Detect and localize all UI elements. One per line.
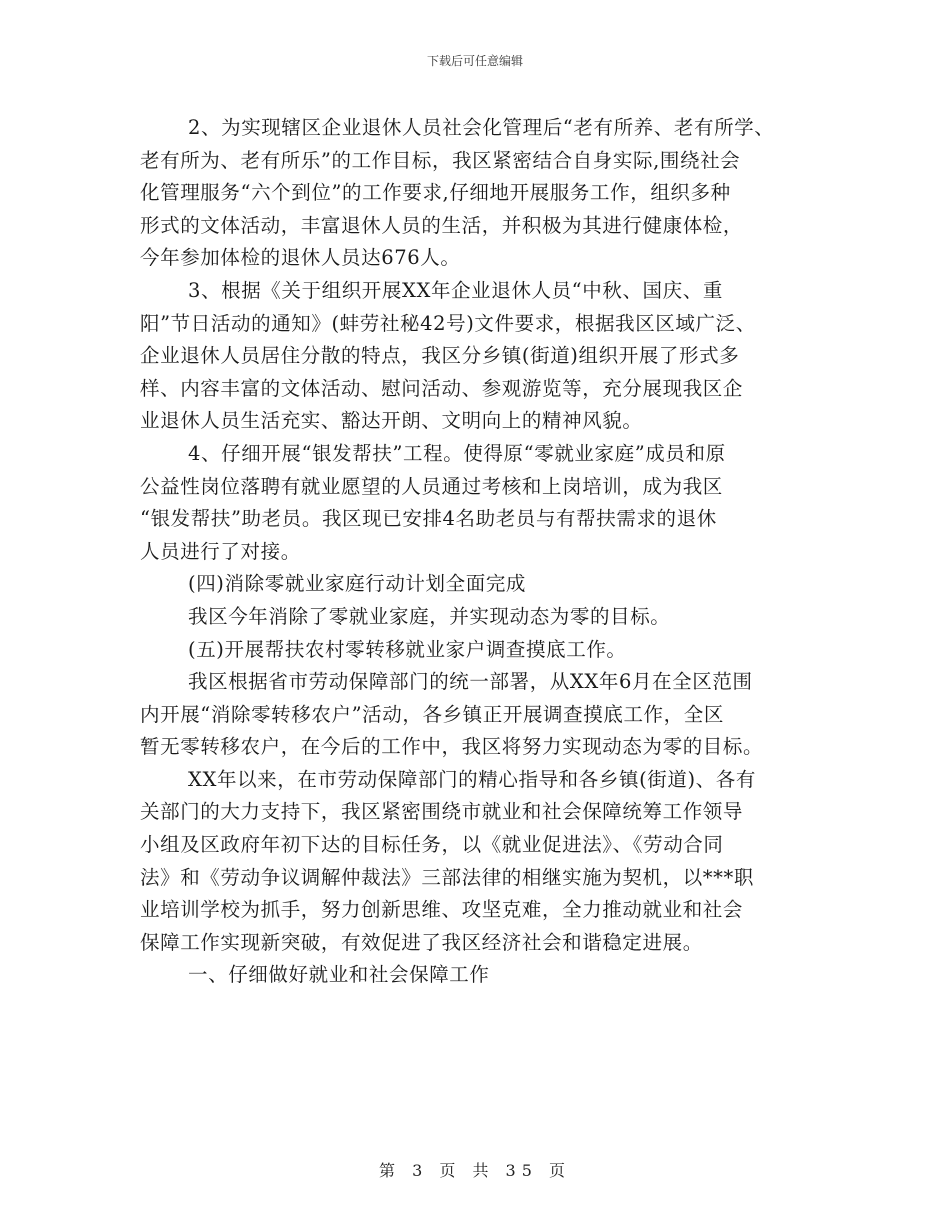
paragraph-line: 老有所为、老有所乐”的工作目标，我区紧密结合自身实际,围绕社会 — [140, 148, 741, 172]
paragraph-line: 人员进行了对接。 — [140, 539, 301, 563]
paragraph-line: 企业退休人员居住分散的特点，我区分乡镇(街道)组织开展了形式多 — [140, 344, 740, 368]
paragraph-line: 2、为实现辖区企业退休人员社会化管理后“老有所养、老有所学、 — [188, 116, 775, 139]
paragraph-line: 业培训学校为抓手，努力创新思维、攻坚克难，全力推动就业和社会 — [140, 898, 744, 922]
paragraph-line: 阳”节日活动的通知》(蚌劳社秘42号)文件要求，根据我区区域广泛、 — [140, 311, 756, 335]
paragraph-line: 保障工作实现新突破，有效促进了我区经济社会和谐稳定进展。 — [140, 930, 703, 954]
paragraph-line: 业退休人员生活充实、豁达开朗、文明向上的精神风貌。 — [140, 409, 643, 433]
paragraph-line: 公益性岗位落聘有就业愿望的人员通过考核和上岗培训，成为我区 — [140, 474, 723, 498]
paragraph-line: 3、根据《关于组织开展XX年企业退休人员“中秋、国庆、重 — [188, 278, 723, 302]
paragraph-line: 关部门的大力支持下，我区紧密围绕市就业和社会保障统筹工作领导 — [140, 800, 744, 824]
paragraph-line: 暂无零转移农户，在今后的工作中，我区将努力实现动态为零的目标。 — [140, 735, 764, 759]
paragraph-line: XX年以来，在市劳动保障部门的精心指导和各乡镇(街道)、各有 — [188, 767, 756, 791]
section-heading: (四)消除零就业家庭行动计划全面完成 — [188, 572, 527, 596]
page-header: 下载后可任意编辑 — [426, 54, 523, 68]
paragraph-line: 法》和《劳动争议调解仲裁法》三部法律的相继实施为契机，以***职 — [140, 865, 754, 889]
paragraph-line: 我区根据省市劳动保障部门的统一部署，从XX年6月在全区范围 — [188, 670, 753, 694]
paragraph-line: “银发帮扶”助老员。我区现已安排4名助老员与有帮扶需求的退休 — [140, 507, 717, 531]
paragraph-line: 样、内容丰富的文体活动、慰问活动、参观游览等，充分展现我区企 — [140, 376, 744, 400]
paragraph-line: 今年参加体检的退休人员达676人。 — [140, 246, 461, 270]
section-heading: 一、仔细做好就业和社会保障工作 — [188, 963, 490, 987]
paragraph-line: 我区今年消除了零就业家庭，并实现动态为零的目标。 — [188, 604, 671, 628]
section-heading: (五)开展帮扶农村零转移就业家户调查摸底工作。 — [188, 637, 627, 661]
paragraph-line: 4、仔细开展“银发帮扶”工程。使得原“零就业家庭”成员和原 — [188, 441, 726, 465]
paragraph-line: 形式的文体活动，丰富退休人员的生活，并积极为其进行健康体检， — [140, 213, 744, 237]
document-body — [140, 112, 820, 992]
paragraph-line: 小组及区政府年初下达的目标任务，以《就业促进法》、《劳动合同 — [140, 833, 724, 857]
paragraph-line: 化管理服务“六个到位”的工作要求,仔细地开展服务工作，组织多种 — [140, 181, 731, 205]
page-footer: 第 3 页 共 35 页 — [379, 1161, 571, 1180]
paragraph-line: 内开展“消除零转移农户”活动，各乡镇正开展调查摸底工作，全区 — [140, 702, 724, 726]
